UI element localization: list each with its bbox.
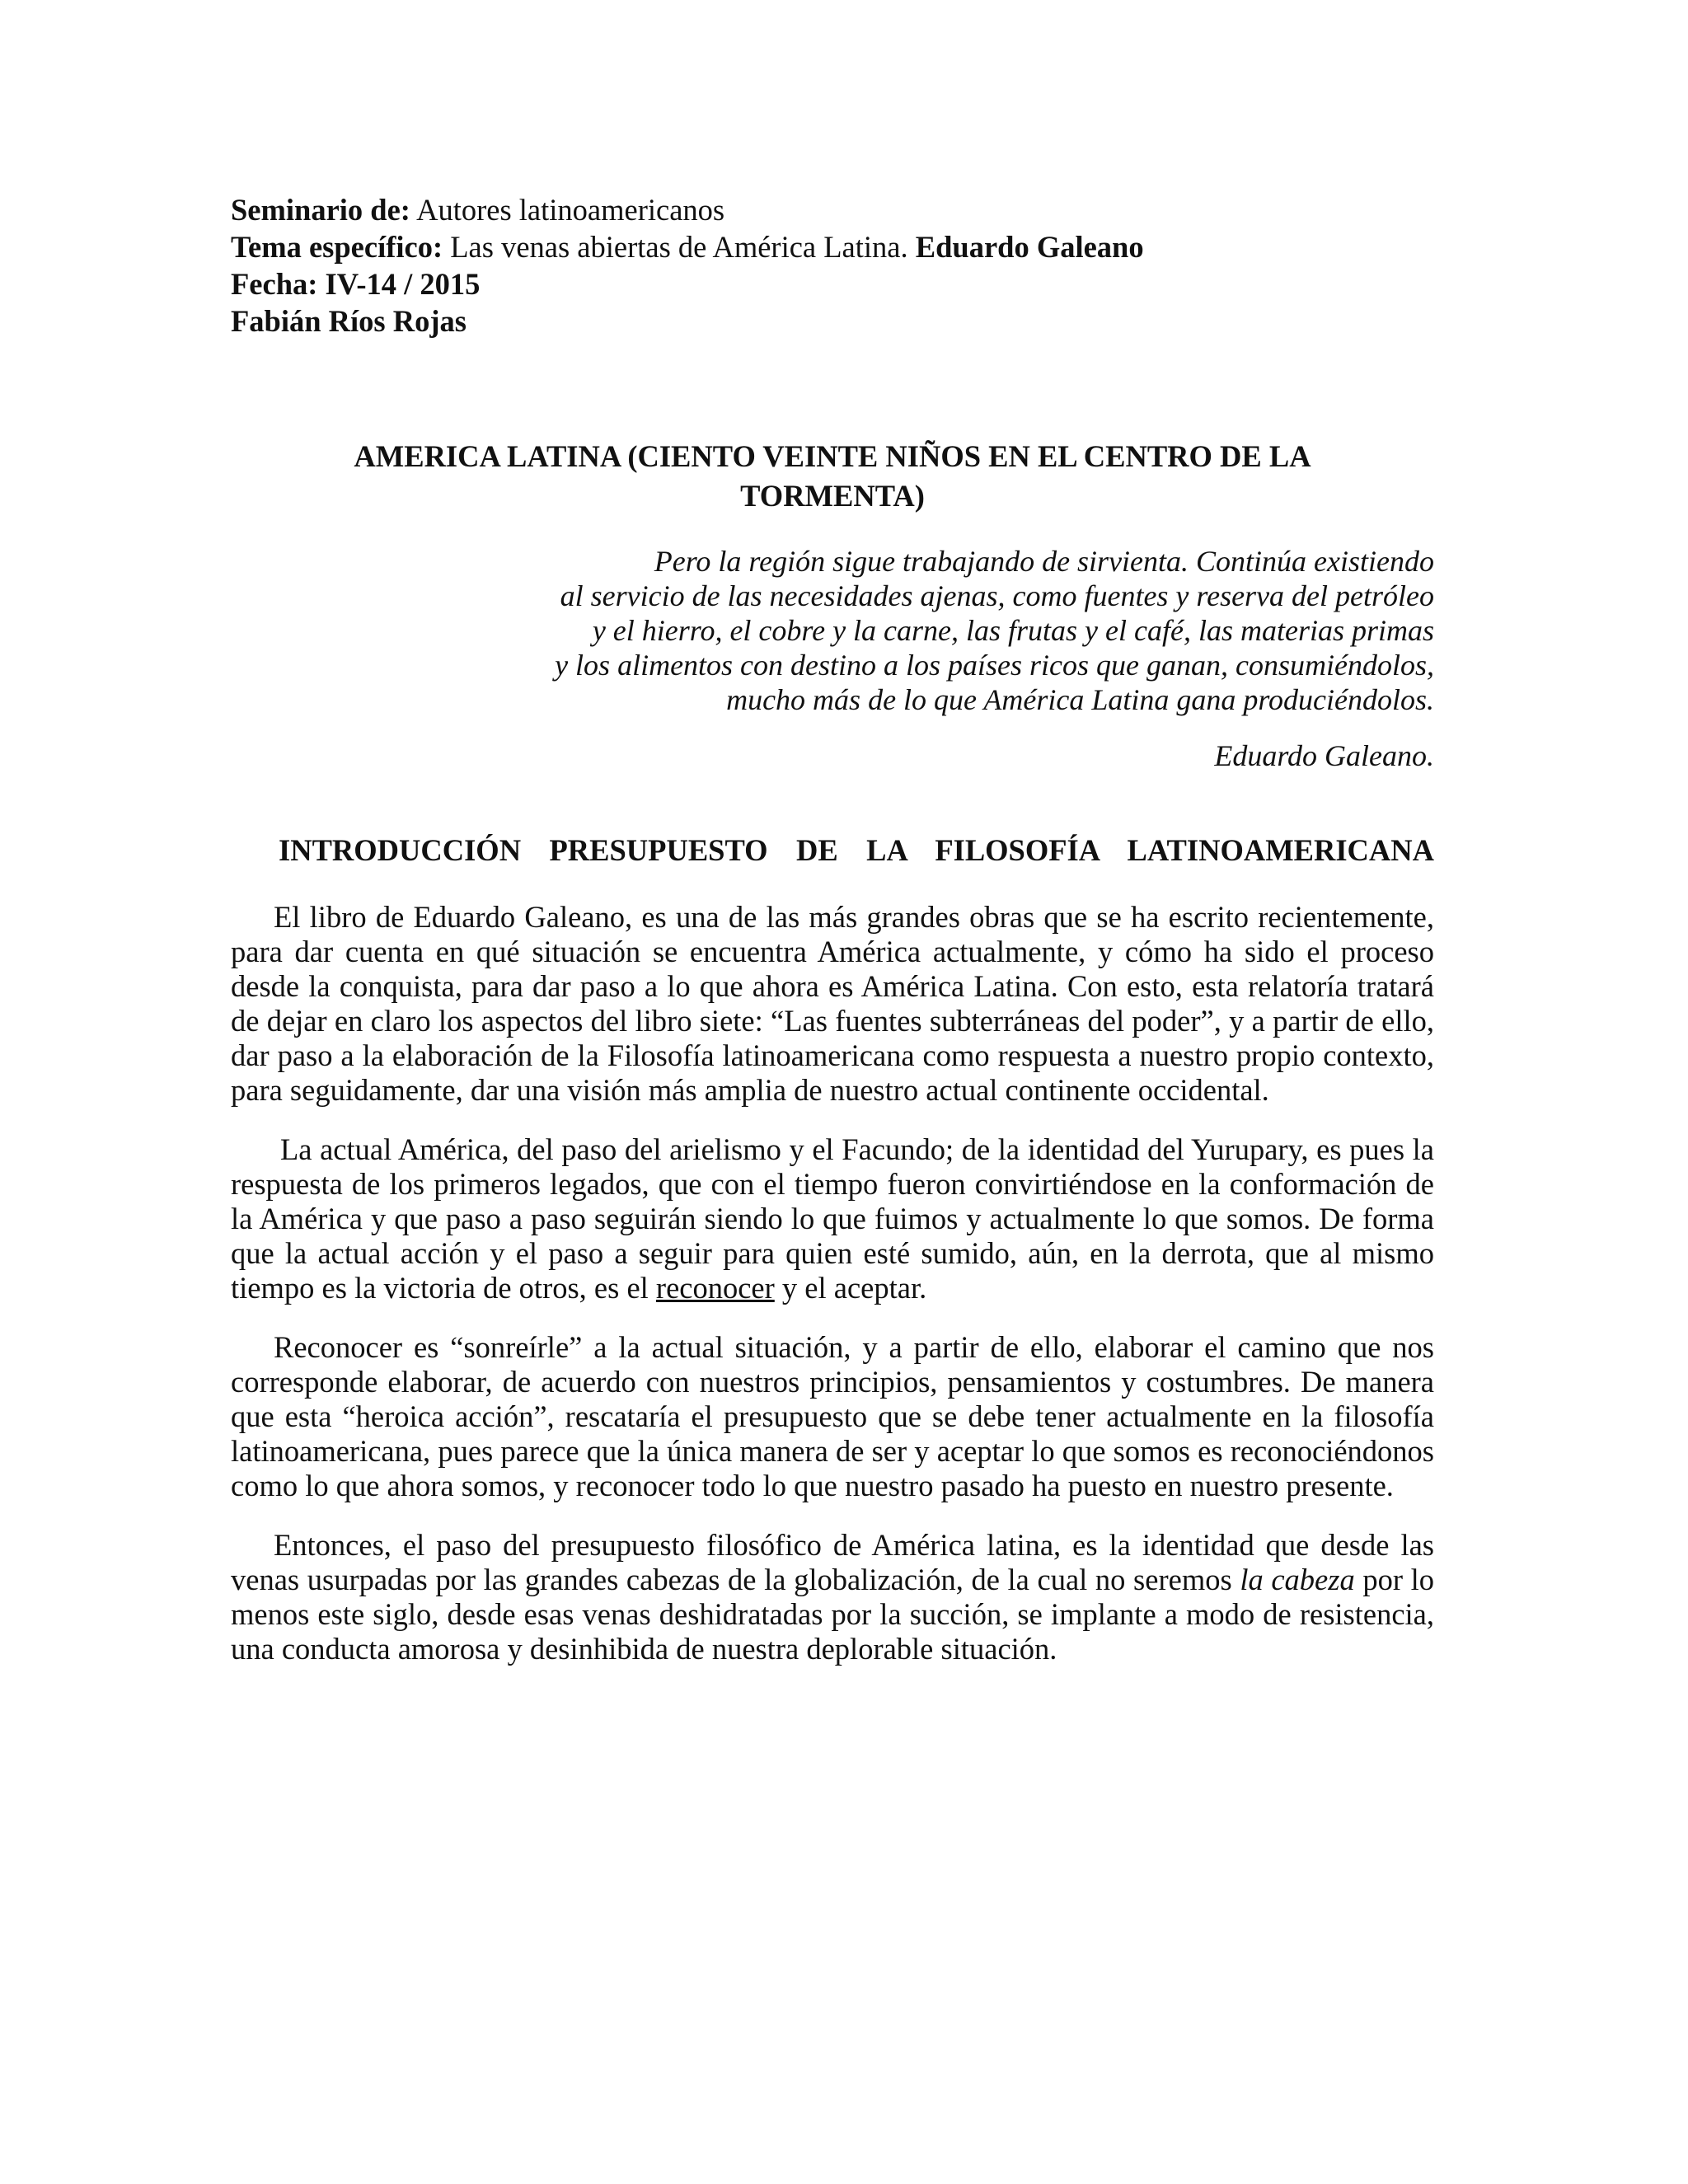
- topic-label: Tema específico:: [231, 230, 443, 264]
- epigraph-author: Eduardo Galeano.: [1214, 739, 1434, 772]
- epigraph-line: mucho más de lo que América Latina gana produciéndolos.: [726, 683, 1434, 716]
- paragraph-4: [231, 1528, 1434, 1666]
- seminar-label: Seminario de:: [231, 193, 410, 227]
- paragraph-2-text: La actual América, del paso del arielismo y el Facundo; de la identidad del Yurupary, es pues la respuesta de los primeros legados, que con el tiempo fueron convirtiéndose en la conformación de la América y que paso a paso seguirán siendo lo que fuimos y actualmente lo que somos. De forma que la actual acción y el paso a seguir para quien esté sumido, aún, en la derrota, que al mismo tiempo es la victoria de otros, es el: [231, 1132, 1434, 1305]
- paragraph-2: [231, 1132, 1434, 1305]
- paragraph-3: Reconocer es “sonreírle” a la actual situación, y a partir de ello, elaborar el camino que nos corresponde elaborar, de acuerdo con nuestros principios, pensamientos y costumbres. De manera que esta “heroica acción”, rescataría el presupuesto que se debe tener actualmente en la filosofía latinoamericana, pues parece que la única manera de ser y aceptar lo que somos es reconociéndonos como lo que ahora somos, y reconocer todo lo que nuestro pasado ha puesto en nuestro presente.: [231, 1330, 1434, 1502]
- epigraph-line: y el hierro, el cobre y la carne, las frutas y el café, las materias primas: [592, 614, 1434, 647]
- epigraph-line: y los alimentos con destino a los países ricos que ganan, consumiéndolos,: [555, 649, 1434, 682]
- document-header: [231, 191, 1434, 340]
- underlined-word: reconocer: [655, 1271, 775, 1305]
- epigraph-line: Pero la región sigue trabajando de sirvienta. Continúa existiendo: [654, 545, 1434, 578]
- italic-phrase: la cabeza: [1240, 1563, 1355, 1596]
- date-line: Fecha: IV-14 / 2015: [231, 267, 481, 301]
- topic-line: [231, 228, 1434, 265]
- epigraph-line: al servicio de las necesidades ajenas, como fuentes y reserva del petróleo: [560, 579, 1434, 612]
- seminar-line: [231, 191, 1434, 228]
- main-title-line-1: AMERICA LATINA (CIENTO VEINTE NIÑOS EN EL CENTRO DE LA: [354, 439, 1311, 473]
- main-title: [231, 437, 1434, 516]
- seminar-value: Autores latinoamericanos: [416, 193, 725, 227]
- author-line: Fabián Ríos Rojas: [231, 304, 467, 338]
- topic-value: Las venas abiertas de América Latina.: [450, 230, 908, 264]
- main-title-line-2: TORMENTA): [740, 479, 925, 513]
- paragraph-4-tail: por lo menos este siglo, desde esas venas deshidratadas por la succión, se implante a modo de resistencia, una conducta amorosa y desinhibida de nuestra deplorable situación.: [231, 1563, 1435, 1666]
- section-title: INTRODUCCIÓN PRESUPUESTO DE LA FILOSOFÍA LATINOAMERICANA: [279, 833, 1434, 867]
- epigraph: [231, 544, 1434, 773]
- paragraph-1: El libro de Eduardo Galeano, es una de las más grandes obras que se ha escrito recientemente, para dar cuenta en qué situación se encuentra América actualmente, y cómo ha sido el proceso desde la conquista, para dar paso a lo que ahora es América Latina. Con esto, esta relatoría tratará de dejar en claro los aspectos del libro siete: “Las fuentes subterráneas del poder”, y a partir de ello, dar paso a la elaboración de la Filosofía latinoamericana como respuesta a nuestro propio contexto, para seguidamente, dar una visión más amplia de nuestro actual continente occidental.: [231, 900, 1434, 1107]
- paragraph-4-text: Entonces, el paso del presupuesto filosófico de América latina, es la identidad que desde las venas usurpadas por las grandes cabezas de la globalización, de la cual no seremos: [231, 1528, 1434, 1596]
- topic-author: Eduardo Galeano: [915, 230, 1144, 264]
- paragraph-2-tail: y el aceptar.: [774, 1271, 927, 1305]
